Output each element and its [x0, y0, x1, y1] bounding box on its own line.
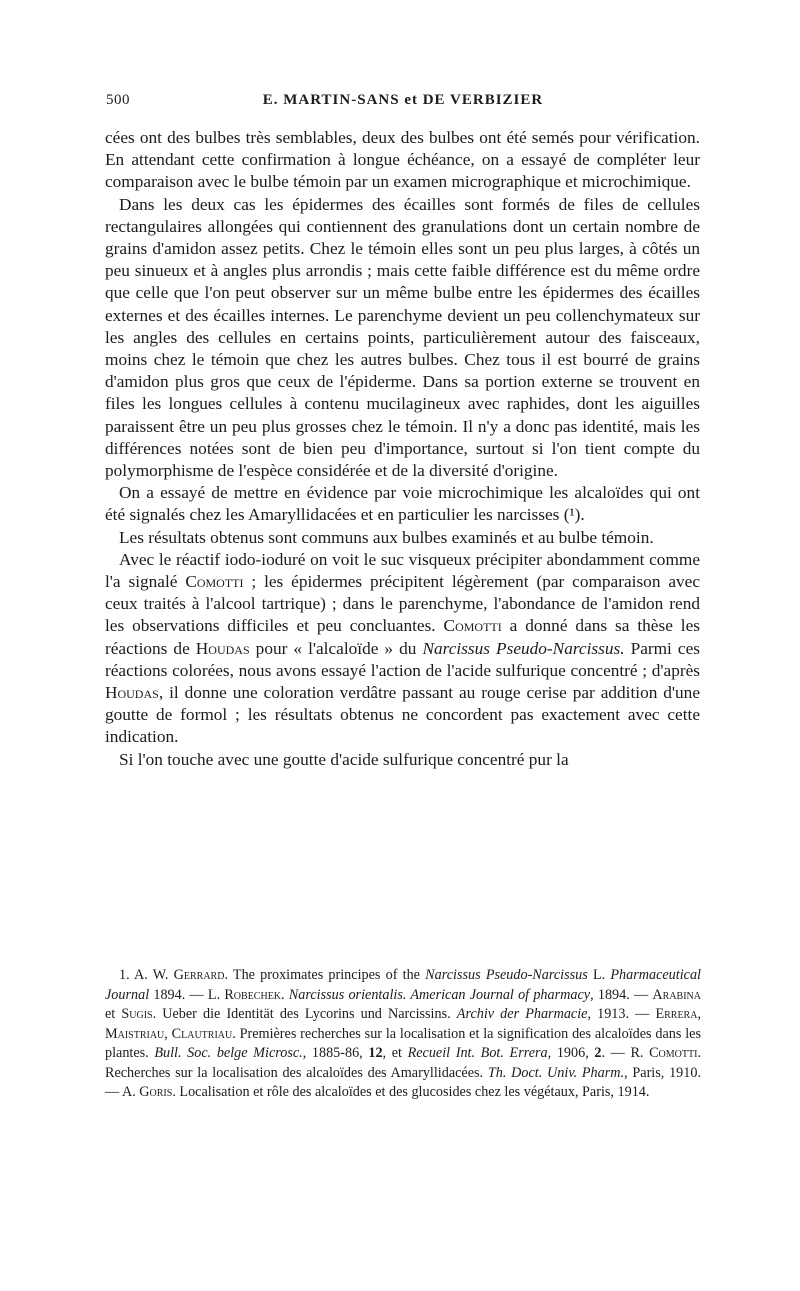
- italic-run: Archiv der Pharmacie: [456, 1006, 588, 1022]
- species-name: Narcissus Pseudo-Narcissus.: [422, 638, 625, 658]
- running-title: E. MARTIN-SANS et DE VERBIZIER: [262, 92, 544, 108]
- page-header: [106, 92, 700, 114]
- page-number: 500: [106, 92, 130, 108]
- author-name: Houdas: [195, 638, 250, 658]
- text-run: et: [105, 1006, 122, 1022]
- text-run: pour « l'alcaloïde » du: [249, 638, 423, 658]
- text-run: , il donne une coloration verdâtre passant au rouge cerise par addition d'une goutte de formol ; les résultats obtenus ne concordent pas exactement avec cette indication.: [105, 683, 700, 747]
- author-name: Comotti: [185, 572, 244, 592]
- italic-run: Recueil Int. Bot. Errera: [407, 1045, 548, 1061]
- paragraph-4: Les résultats obtenus sont communs aux bulbes examinés et au bulbe témoin.: [119, 527, 654, 547]
- author-name: Comotti: [443, 616, 502, 636]
- bold-run: 12: [368, 1045, 383, 1061]
- italic-run: Bull. Soc. belge Microsc.: [154, 1045, 303, 1061]
- text-run: L.: [587, 967, 611, 983]
- body-text: [105, 127, 700, 771]
- italic-run: Pharmaceutical Journal: [105, 967, 701, 1003]
- text-run: a donné dans sa thèse les réactions de: [105, 616, 700, 658]
- text-run: . Localisation et rôle des alcaloïdes et des glucosides chez les végétaux, Paris, 1914.: [172, 1084, 650, 1100]
- paragraph-1: cées ont des bulbes très semblables, deux des bulbes ont été semés pour vérification. En attendant cette confirmation à longue échéance, on a essayé de compléter leur comparaison avec le bulbe témoin par un examen micrographique et microchimique.: [105, 128, 700, 192]
- text-run: Avec le réactif iodo-ioduré on voit le suc visqueux précipiter abondamment comme l'a signalé: [105, 549, 700, 592]
- text-run: . — R.: [601, 1045, 650, 1061]
- footnote-1: [105, 966, 701, 1103]
- italic-run: Th. Doct. Univ. Pharm.: [487, 1064, 625, 1081]
- author-name: Goris: [139, 1084, 173, 1100]
- text-run: . Ueber die Identität des Lycorins und Narcissins.: [152, 1006, 457, 1022]
- bold-run: 2: [594, 1045, 602, 1061]
- text-run: , 1913. —: [587, 1006, 656, 1022]
- text-run: , et: [382, 1045, 408, 1061]
- text-run: , 1906,: [547, 1045, 595, 1061]
- author-name: Sugis: [121, 1006, 153, 1022]
- text-run: ; les épidermes précipitent légèrement (par comparaison avec ceux traités à l'alcool tartrique) ; dans le parenchyme, l'abondance de l'amidon rend les observations difficiles et peu concluantes.: [105, 572, 700, 636]
- author-name: Houdas: [105, 683, 159, 703]
- author-name: Robechek: [224, 986, 282, 1003]
- footnotes: [105, 966, 701, 1103]
- italic-run: Narcissus orientalis. American Journal of pharmacy: [288, 986, 591, 1003]
- italic-run: Narcissus Pseudo-Narcissus: [425, 967, 588, 983]
- text-run: 1894. — L.: [149, 986, 225, 1003]
- text-run: . The proximates principes of the: [224, 967, 426, 983]
- text-run: . Premières recherches sur la localisation et la signification des alcaloïdes dans les plantes.: [105, 1025, 701, 1061]
- paragraph-3: On a essayé de mettre en évidence par voie microchimique les alcaloïdes qui ont été signalés chez les Amaryllidacées et en particulier les narcisses (¹).: [105, 483, 700, 525]
- text-run: , 1885-86,: [302, 1045, 369, 1061]
- paragraph-6: Si l'on touche avec une goutte d'acide sulfurique concentré pur la: [119, 749, 569, 769]
- author-name: Arabina: [652, 986, 701, 1003]
- author-name: Gerrard: [173, 967, 225, 983]
- text-run: , Paris, 1910. — A.: [105, 1064, 701, 1100]
- author-name: Errera, Maistriau, Clautriau: [105, 1006, 701, 1042]
- paragraph-2: Dans les deux cas les épidermes des écailles sont formés de files de cellules rectangulaires allongées qui contiennent des granulations dont un certain nombre de grains d'amidon assez petits. Chez le témoin elles sont un peu plus larges, à côtés un peu sinueux et à angles plus arrondis ; mais cette faible différence est du même ordre que celle que l'on peut observer sur un même bulbe entre les épidermes des écailles externes et des écailles internes. Le parenchyme devient un peu collenchymateux sur les angles des cellules en certains points, particulièrement autour des faisceaux, moins chez le témoin que chez les autres bulbes. Chez tous il est bourré de grains d'amidon plus gros que ceux de l'épiderme. Dans sa portion externe se trouvent en files les longues cellules à contenu mucilagineux avec raphides, dont les aiguilles paraissent être un peu plus grosses chez le témoin. Il n'y a donc pas identité, mais les différences notées sont de bien peu d'importance, surtout si l'on tient compte du polymorphisme de l'espèce considérée et de la diversité d'origine.: [105, 194, 700, 481]
- author-name: Comotti: [649, 1045, 698, 1061]
- text-run: Parmi ces réactions colorées, nous avons essayé l'action de l'acide sulfurique concentré ; d'après: [105, 638, 700, 680]
- paragraph-5: [105, 549, 700, 749]
- text-run: . Recherches sur la localisation des alcaloïdes des Amaryllidacées.: [105, 1045, 701, 1081]
- text-run: .: [281, 986, 289, 1003]
- text-run: , 1894. —: [590, 986, 653, 1003]
- text-run: 1. A. W.: [119, 967, 174, 983]
